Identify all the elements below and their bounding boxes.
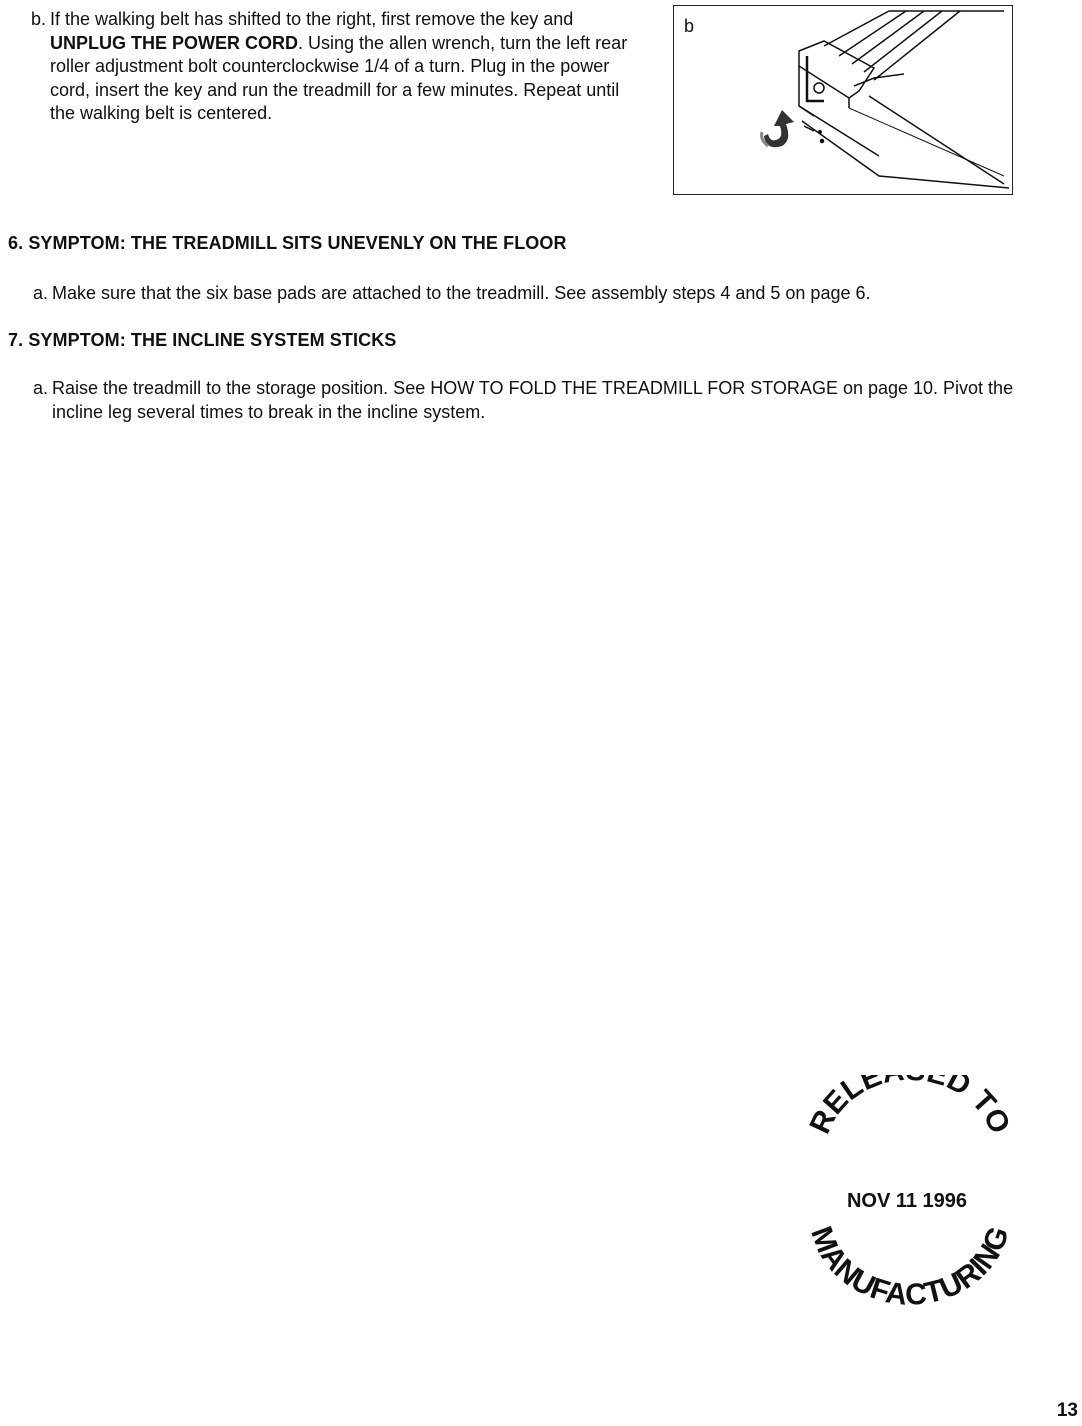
treadmill-rear-roller-illustration [674, 6, 1014, 196]
release-stamp [795, 1075, 1025, 1315]
page-number: 13 [1056, 1400, 1078, 1421]
step-b-text-2: . Using the allen wrench, turn the left rear roller adjustment bolt counterclockwise 1/4 of a turn. Plug in the power cord, insert the key and run the treadmill for a few minutes. Repeat until the walking belt is centered. [50, 32, 628, 123]
step-b-paragraph [31, 8, 640, 126]
step-b-warning: UNPLUG THE POWER CORD [50, 32, 299, 53]
step-b-text-1: If the walking belt has shifted to the right, first remove the key and [50, 9, 574, 29]
stamp-date: NOV 11 1996 [846, 1190, 968, 1212]
section-7-heading: 7. SYMPTOM: THE INCLINE SYSTEM STICKS [8, 330, 397, 350]
roller-adjustment-figure [673, 5, 1013, 195]
figure-label: b [684, 16, 695, 36]
section-7-step-a-text: Raise the treadmill to the storage position. See HOW TO FOLD THE TREADMILL FOR STORAGE on page 10. Pivot the incline leg several times to break in the incline system. [52, 378, 1014, 422]
section-6-heading: 6. SYMPTOM: THE TREADMILL SITS UNEVENLY ON THE FLOOR [8, 233, 567, 253]
stamp-top-text: RELE D TO [803, 1075, 1017, 1139]
rotation-arrow-icon [762, 110, 794, 147]
section-6-step-a-text: Make sure that the six base pads are attached to the treadmill. See assembly steps 4 and 5 on page 6. [52, 283, 871, 303]
step-b-label: b. [31, 9, 47, 29]
section-6-step-a [33, 282, 1062, 306]
section-6-step-a-label: a. [33, 283, 49, 303]
section-7-step-a-label: a. [33, 378, 49, 398]
stamp-bottom-text: MANUFACTURING [804, 1222, 1016, 1312]
section-7-step-a [33, 377, 1052, 424]
